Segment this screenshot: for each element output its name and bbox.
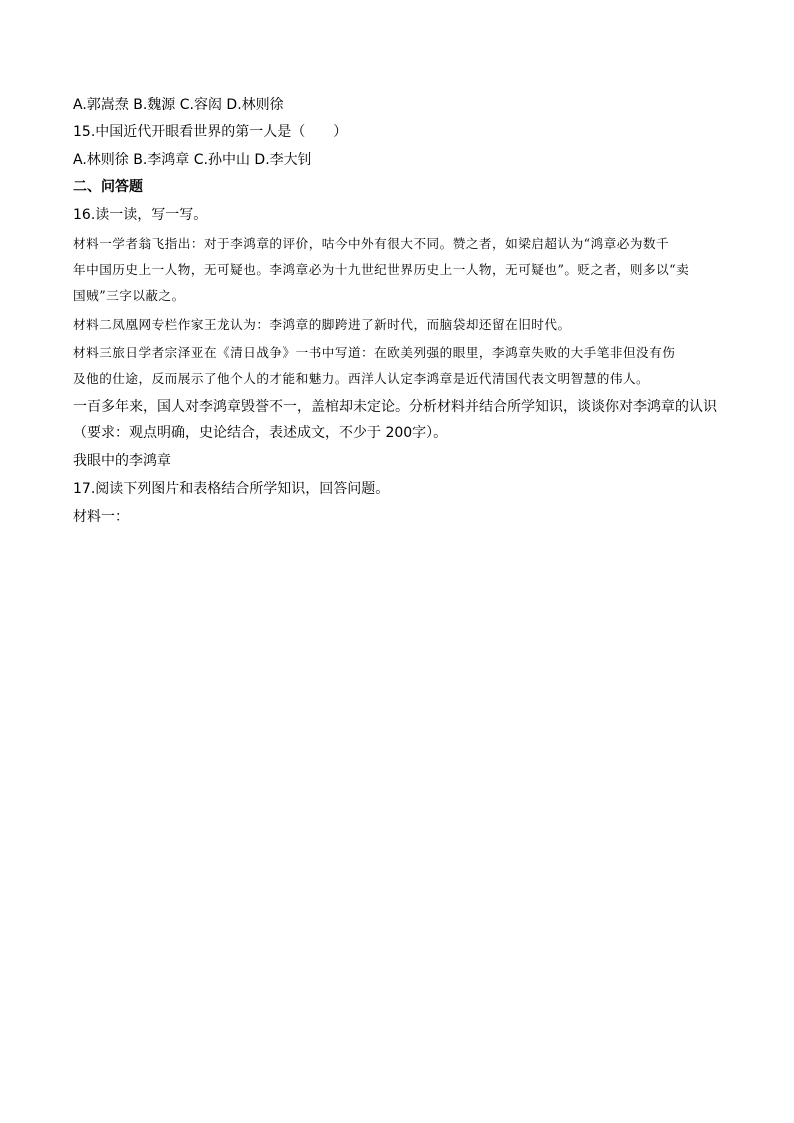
q14-options: A.郭嵩焘 B.魏源 C.容闳 D.林则徐 xyxy=(73,97,284,113)
q16-prompt-line-2: （要求：观点明确，史论结合，表述成文，不少于 200字）。 xyxy=(73,425,448,441)
q16-prompt-line-1: 一百多年来，国人对李鸿章毁誉不一，盖棺却未定论。分析材料并结合所学知识，谈谈你对李鸿章的认识 xyxy=(73,399,717,415)
q16-material-1-line-2: 年中国历史上一人物，无可疑也。李鸿章必为十九世纪世界历史上一人物，无可疑也”。贬之者，则多以“卖 xyxy=(73,262,690,277)
q16-material-1-line-3: 国贼”三字以蔽之。 xyxy=(73,288,185,303)
q17-material-1-label: 材料一： xyxy=(73,509,129,525)
q16-material-3-line-2: 及他的仕途，反而展示了他个人的才能和魅力。西洋人认定李鸿章是近代清国代表文明智慧的伟人。 xyxy=(73,371,650,386)
q15-options: A.林则徐 B.李鸿章 C.孙中山 D.李大钊 xyxy=(73,152,312,168)
q16-material-3-line-1: 材料三旅日学者宗泽亚在《清日战争》一书中写道：在欧美列强的眼里，李鸿章失败的大手笔非但没有伤 xyxy=(73,345,676,360)
q17-stem: 17.阅读下列图片和表格结合所学知识，回答问题。 xyxy=(73,481,390,497)
q16-stem: 16.读一读，写一写。 xyxy=(73,207,208,223)
section-two-title: 二、问答题 xyxy=(73,179,143,195)
q16-answer-title: 我眼中的李鸿章 xyxy=(73,453,171,469)
q16-material-1-line-1: 材料一学者翁飞指出：对于李鸿章的评价，咕今中外有很大不同。赞之者，如梁启超认为“鸿章必为数千 xyxy=(73,236,670,251)
q16-material-2: 材料二凤凰网专栏作家王龙认为：李鸿章的脚跨进了新时代，而脑袋却还留在旧时代。 xyxy=(73,317,571,332)
q15-stem: 15.中国近代开眼看世界的第一人是（ ） xyxy=(73,124,348,140)
